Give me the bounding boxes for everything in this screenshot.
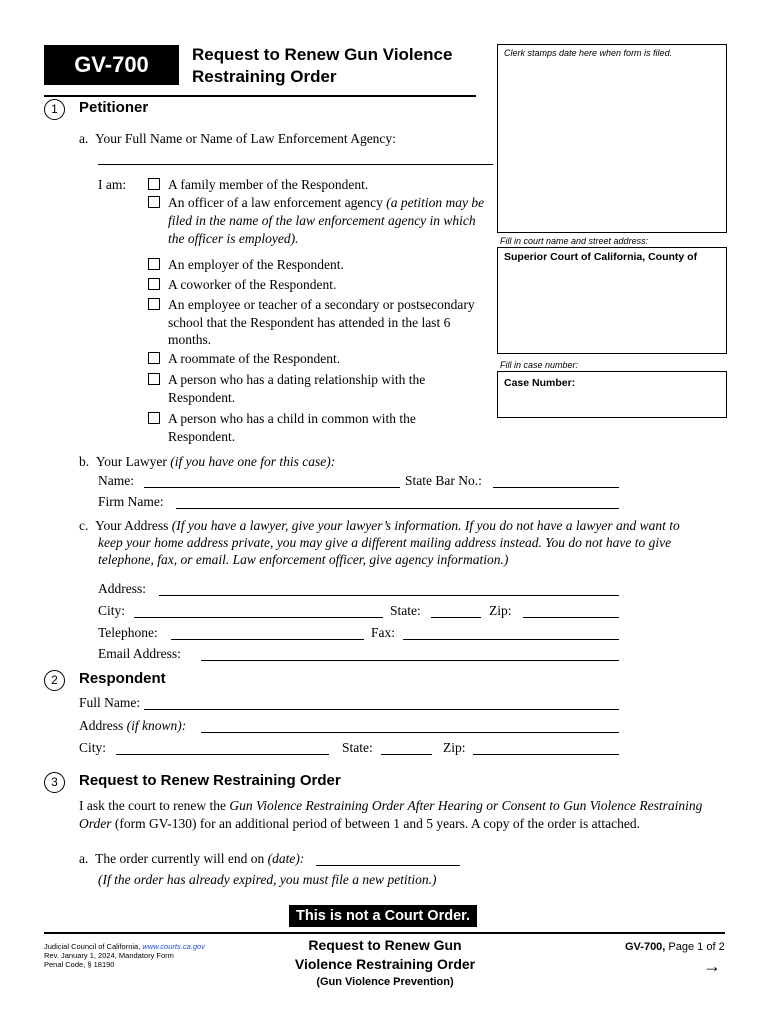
telephone-label: Telephone:: [98, 625, 158, 640]
clerk-stamp-box: [497, 44, 727, 233]
law-officer-checkbox[interactable]: [148, 196, 160, 208]
respondent-address-field[interactable]: [201, 732, 619, 733]
case-number-caption: Fill in case number:: [500, 360, 579, 370]
footer-penal-code: Penal Code, § 18190: [44, 960, 115, 969]
section-3-title: Request to Renew Restraining Order: [79, 772, 341, 789]
child-in-common-checkbox[interactable]: [148, 412, 160, 424]
footer-title-line1: Request to Renew Gun: [308, 937, 462, 953]
law-officer-note-line3: the officer is employed).: [168, 231, 299, 246]
employee-teacher-label: An employee or teacher of a secondary or postsecondary school that the Respondent has attended in the last 6 months.: [168, 297, 475, 347]
form-title-line2: Restraining Order: [192, 67, 337, 86]
page-indicator: [625, 941, 725, 953]
petitioner-address-label: Address:: [98, 581, 146, 596]
firm-name-field[interactable]: [176, 508, 619, 509]
petitioner-name-field[interactable]: [98, 164, 493, 165]
respondent-zip-field[interactable]: [473, 754, 619, 755]
respondent-state-field[interactable]: [381, 754, 432, 755]
footer-page-number: Page 1 of 2: [668, 941, 725, 953]
form-title-line1: Request to Renew Gun Violence: [192, 45, 453, 64]
section-3-number: 3: [44, 772, 65, 793]
case-number-label: Case Number:: [504, 377, 576, 389]
email-label: Email Address:: [98, 646, 181, 661]
address-heading: c. Your Address (If you have a lawyer, give your lawyer’s information. If you do not have a lawyer and want to: [79, 518, 680, 533]
roommate-label: A roommate of the Respondent.: [168, 351, 341, 366]
section-2-number: 2: [44, 670, 65, 691]
petitioner-state-label: State:: [390, 603, 421, 618]
address-note-line2: keep your home address private, you may give a different mailing address instead. You do not have to give: [98, 535, 672, 550]
footer-title: [265, 936, 505, 990]
section-2-title: Respondent: [79, 670, 166, 687]
clerk-stamp-caption: Clerk stamps date here when form is filed.: [504, 48, 673, 58]
state-bar-label: State Bar No.:: [405, 473, 482, 488]
respondent-zip-label: Zip:: [443, 740, 466, 755]
footer-revision: Rev. January 1, 2024, Mandatory Form: [44, 951, 174, 960]
coworker-checkbox[interactable]: [148, 278, 160, 290]
form-code-badge: GV-700: [44, 45, 179, 85]
family-member-checkbox[interactable]: [148, 178, 160, 190]
expired-order-note: (If the order has already expired, you must file a new petition.): [98, 872, 437, 887]
telephone-field[interactable]: [171, 639, 364, 640]
child-in-common-label: A person who has a child in common with the Respondent.: [168, 411, 416, 444]
employee-teacher-checkbox[interactable]: [148, 298, 160, 310]
order-end-date-field[interactable]: [316, 865, 460, 866]
law-officer-label: An officer of a law enforcement agency (a petition may be: [168, 195, 485, 210]
fax-field[interactable]: [403, 639, 619, 640]
court-name-caption: Fill in court name and street address:: [500, 236, 649, 246]
footer-title-line3: (Gun Violence Prevention): [316, 976, 454, 988]
address-note-line3: telephone, fax, or email. Law enforcement officer, give agency information.): [98, 552, 509, 567]
respondent-state-label: State:: [342, 740, 373, 755]
lawyer-name-label: Name:: [98, 473, 134, 488]
case-number-box[interactable]: [497, 371, 727, 418]
header-rule: [44, 95, 476, 97]
respondent-name-label: Full Name:: [79, 695, 141, 710]
footer-rule: [44, 932, 725, 934]
employer-checkbox[interactable]: [148, 258, 160, 270]
section-1-title: Petitioner: [79, 99, 149, 116]
court-name-label: Superior Court of California, County of: [504, 251, 698, 263]
respondent-city-field[interactable]: [116, 754, 329, 755]
dating-relationship-label: A person who has a dating relationship with the Respondent.: [168, 372, 426, 405]
next-page-arrow-icon[interactable]: →: [703, 956, 721, 976]
renewal-request-line2: Order (form GV-130) for an additional period of between 1 and 5 years. A copy of the order is attached.: [79, 816, 640, 831]
respondent-address-label: Address (if known):: [79, 718, 187, 733]
law-officer-note-line2: filed in the name of the law enforcement agency in which: [168, 213, 476, 228]
petitioner-state-field[interactable]: [431, 617, 481, 618]
footer-title-line2: Violence Restraining Order: [294, 956, 476, 972]
email-field[interactable]: [201, 660, 619, 661]
dating-relationship-checkbox[interactable]: [148, 373, 160, 385]
not-court-order-banner: This is not a Court Order.: [289, 905, 477, 927]
roommate-checkbox[interactable]: [148, 352, 160, 364]
respondent-city-label: City:: [79, 740, 107, 755]
employer-label: An employer of the Respondent.: [168, 257, 344, 272]
petitioner-address-field[interactable]: [159, 595, 619, 596]
fax-label: Fax:: [371, 625, 396, 640]
respondent-name-field[interactable]: [144, 709, 619, 710]
footer-form-code: GV-700,: [625, 941, 666, 953]
petitioner-city-label: City:: [98, 603, 126, 618]
family-member-label: A family member of the Respondent.: [168, 177, 369, 192]
footer-left: [44, 942, 205, 969]
order-end-date-label: a. The order currently will end on (date):: [79, 851, 305, 866]
i-am-label: I am:: [98, 177, 127, 192]
petitioner-name-label: a. Your Full Name or Name of Law Enforcement Agency:: [79, 131, 396, 146]
section-1-number: 1: [44, 99, 65, 120]
lawyer-heading: b. Your Lawyer (if you have one for this case):: [79, 454, 336, 469]
courts-website-link[interactable]: www.courts.ca.gov: [142, 942, 205, 951]
state-bar-field[interactable]: [493, 487, 619, 488]
petitioner-zip-field[interactable]: [523, 617, 619, 618]
court-name-box[interactable]: [497, 247, 727, 354]
coworker-label: A coworker of the Respondent.: [168, 277, 337, 292]
form-title: [192, 44, 452, 88]
footer-council: Judicial Council of California,: [44, 942, 141, 951]
lawyer-name-field[interactable]: [144, 487, 400, 488]
petitioner-city-field[interactable]: [134, 617, 383, 618]
firm-name-label: Firm Name:: [98, 494, 164, 509]
petitioner-zip-label: Zip:: [489, 603, 512, 618]
renewal-request-line1: I ask the court to renew the Gun Violence Restraining Order After Hearing or Consent to Gun Violence Restraining: [79, 798, 703, 813]
